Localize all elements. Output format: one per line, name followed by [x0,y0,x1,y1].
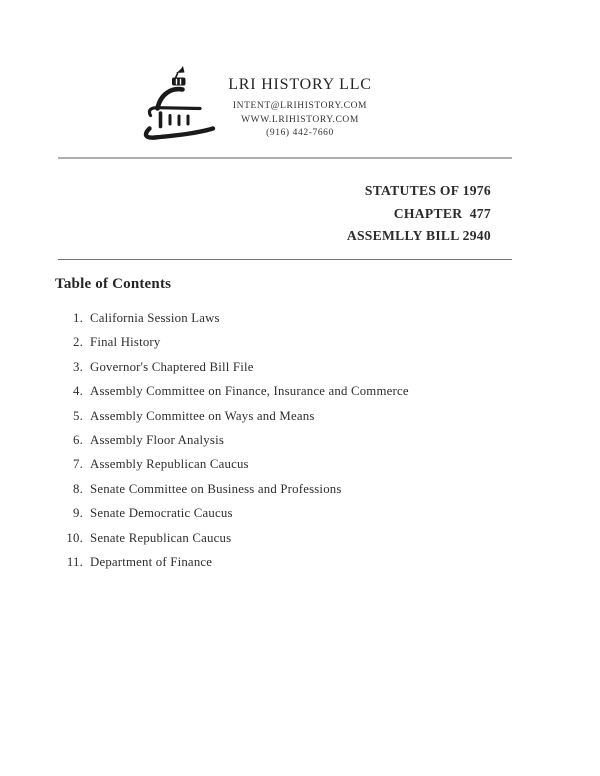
toc-item-number: 10. [66,530,83,545]
toc-item-label: Department of Finance [90,554,213,569]
toc-heading: Table of Contents [55,276,172,292]
company-phone: (916) 442-7660 [266,128,334,139]
toc-item-number: 4. [73,384,83,399]
toc-item-label: Senate Republican Caucus [90,530,232,545]
toc-item-number: 3. [73,359,83,374]
toc-item-number: 1. [73,311,83,325]
letterhead [0,76,600,141]
toc-list [55,306,409,574]
toc-item-number: 9. [73,506,83,521]
toc-item [55,379,409,403]
toc-item-number: 6. [73,432,83,447]
toc-item-number: 7. [73,457,83,472]
chapter-line: CHAPTER 477 [393,205,491,221]
toc-item-label: Final History [90,335,161,350]
toc-item [55,306,409,330]
toc-item [55,501,409,525]
toc-item [55,428,409,452]
toc-item-label: Assembly Committee on Finance, Insurance and Commerce [90,384,409,399]
toc-item-number: 2. [73,335,83,350]
toc-item-label: Senate Committee on Business and Professions [90,481,342,496]
company-email: INTENT@LRIHISTORY.COM [232,101,368,111]
case-header [0,180,491,248]
toc-item-label: Assembly Floor Analysis [90,432,224,447]
toc-item [55,330,409,354]
toc-item [55,404,409,428]
company-website: WWW.LRIHISTORY.COM [241,114,359,125]
toc-item [55,355,409,379]
toc-item-number: 8. [73,481,83,496]
toc-item [55,477,409,501]
toc-item-label: Assembly Republican Caucus [90,457,249,472]
toc-item-label: California Session Laws [90,311,220,325]
assembly-bill-line: ASSEMLLY BILL 2940 [346,228,491,244]
divider-top [58,157,512,159]
toc-item-label: Governor's Chaptered Bill File [90,359,254,374]
toc-item-label: Senate Democratic Caucus [90,506,233,521]
toc-item [55,550,409,574]
divider-bottom [58,259,512,260]
toc-item-number: 5. [73,408,83,423]
company-name: LRI HISTORY LLC [228,76,372,93]
toc-item-number: 11. [66,554,83,569]
toc-item-label: Assembly Committee on Ways and Means [90,408,315,423]
statutes-line: STATUTES OF 1976 [364,183,491,198]
toc-item [55,526,409,550]
toc-item [55,452,409,476]
